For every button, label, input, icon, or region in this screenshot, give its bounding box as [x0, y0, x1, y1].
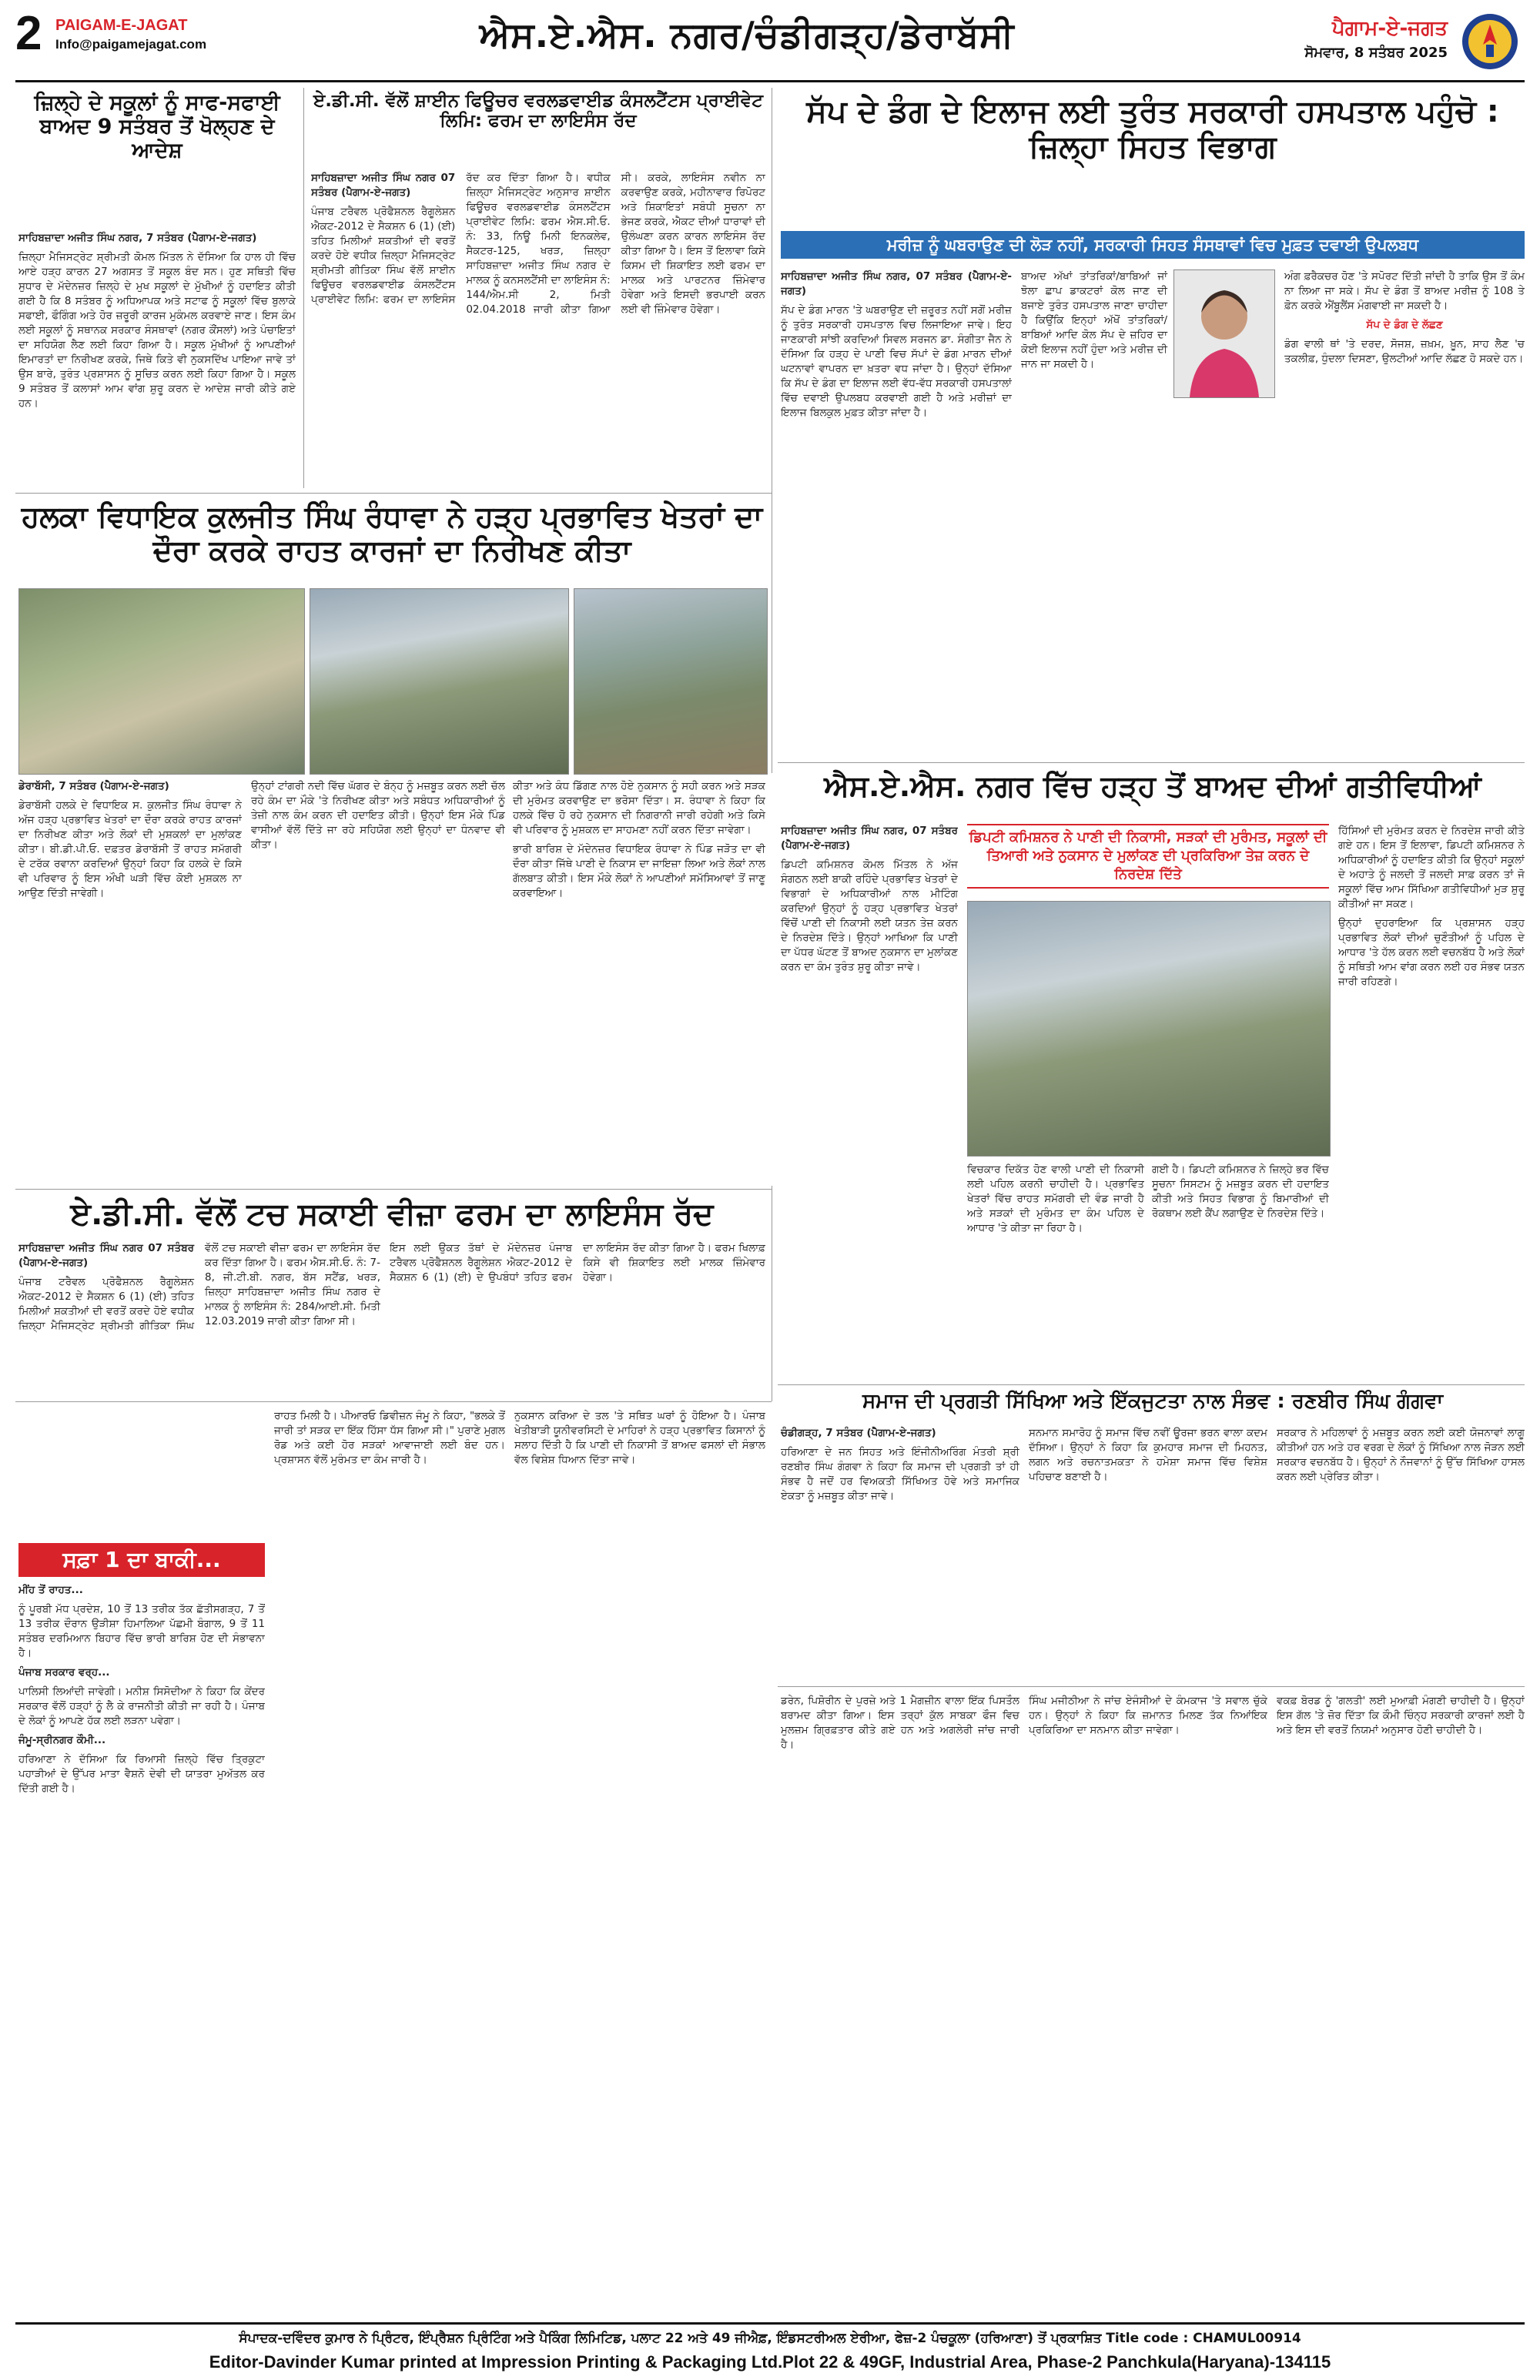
relief-truck-photo: [574, 588, 768, 775]
section-rule: [778, 1384, 1525, 1385]
continuation-col3-text: ਨੁਕਸਾਨ ਕਰਿਆ ਦੇ ਤਲ 'ਤੇ ਸਥਿਤ ਘਰਾਂ ਨੂੰ ਹੋਇਆ ਹੈ। ਪੰਜਾਬ ਖੇਤੀਬਾੜੀ ਯੂਨੀਵਰਸਿਟੀ ਦੇ ਮਾਹਿਰਾਂ ਨੇ ਹੜ੍ਹ ਪ੍ਰਭਾਵਿਤ ਕਿਸਾਨਾਂ ਨੂੰ ਸਲਾਹ ਦਿੱਤੀ ਹੈ ਕਿ ਪਾਣੀ ਦੀ ਨਿਕਾਸੀ ਤੋਂ ਬਾਅਦ ਫਸਲਾਂ ਦੀ ਸੰਭਾਲ ਵੱਲ ਵਿਸ਼ੇਸ਼ ਧਿਆਨ ਦਿੱਤਾ ਜਾਵੇ।: [514, 1410, 765, 1466]
mla-body-1: ਡੇਰਾਬੱਸੀ ਹਲਕੇ ਦੇ ਵਿਧਾਇਕ ਸ. ਕੁਲਜੀਤ ਸਿੰਘ ਰੰਧਾਵਾ ਨੇ ਅੱਜ ਹੜ੍ਹ ਪ੍ਰਭਾਵਿਤ ਖੇਤਰਾਂ ਦਾ ਦੌਰਾ ਕਰਕੇ ਰਾਹਤ ਕਾਰਜਾਂ ਦਾ ਨਿਰੀਖਣ ਕੀਤਾ ਅਤੇ ਲੋਕਾਂ ਦੀ ਮੁਸ਼ਕਲਾਂ ਦਾ ਮੁਲਾਂਕਣ ਕੀਤਾ। ਬੀ.ਡੀ.ਪੀ.ਓ. ਦਫ਼ਤਰ ਡੇਰਾਬੱਸੀ ਤੋਂ ਰਾਹਤ ਸਮੱਗਰੀ ਦੇ ਟਰੱਕ ਰਵਾਨਾ ਕਰਦਿਆਂ ਉਨ੍ਹਾਂ ਕਿਹਾ ਕਿ ਹਲਕੇ ਦੇ ਕਿਸੇ ਵੀ ਪਰਿਵਾਰ ਨੂੰ ਇਸ ਔਖੀ ਘੜੀ ਵਿੱਚ ਕੋਈ ਮੁਸ਼ਕਲ ਨਾ ਆਉਣ ਦਿੱਤੀ ਜਾਵੇਗੀ।: [18, 799, 242, 899]
adc-body: ਪੰਜਾਬ ਟਰੈਵਲ ਪ੍ਰੋਫੈਸ਼ਨਲ ਰੈਗੂਲੇਸ਼ਨ ਐਕਟ-2012 ਦੇ ਸੈਕਸ਼ਨ 6 (1) (ਈ) ਤਹਿਤ ਮਿਲੀਆਂ ਸ਼ਕਤੀਆਂ ਦੀ ਵਰਤੋਂ ਕਰਦੇ ਹੋਏ ਵਧੀਕ ਜ਼ਿਲ੍ਹਾ ਮੈਜਿਸਟ੍ਰੇਟ ਸ਼੍ਰੀਮਤੀ ਗੀਤਿਕਾ ਸਿੰਘ ਵੱਲੋਂ ਸ਼ਾਈਨ ਫਿਊਚਰ ਵਰਲਡਵਾਈਡ ਕੰਸਲਟੈਂਟਸ ਪ੍ਰਾਈਵੇਟ ਲਿਮਿ: ਫਰਮ ਦਾ ਲਾਇਸੰਸ ਰੱਦ ਕਰ ਦਿੱਤਾ ਗਿਆ ਹੈ। ਵਧੀਕ ਜ਼ਿਲ੍ਹਾ ਮੈਜਿਸਟ੍ਰੇਟ ਅਨੁਸਾਰ ਸ਼ਾਈਨ ਫਿਊਚਰ ਵਰਲਡਵਾਈਡ ਕੰਸਲਟੈਂਟਸ ਪ੍ਰਾਈਵੇਟ ਲਿਮਿ: ਫਰਮ ਐਸ.ਸੀ.ਓ. ਨੰ: 33, ਨਿਊ ਮਿਨੀ ਇਨਕਲੇਵ, ਸੈਕਟਰ-125, ਖਰੜ, ਜ਼ਿਲ੍ਹਾ ਸਾਹਿਬਜ਼ਾਦਾ ਅਜੀਤ ਸਿੰਘ ਨਗਰ ਦੇ ਮਾਲਕ ਨੂੰ ਕਨਸਲਟੈਂਸੀ ਦਾ ਲਾਇਸੰਸ ਨੰ: 144/ਐਮ.ਸੀ 2, ਮਿਤੀ 02.04.2018 ਜਾਰੀ ਕੀਤਾ ਗਿਆ ਸੀ। ਕਰਕੇ, ਲਾਇਸੰਸ ਨਵੀਨ ਨਾ ਕਰਵਾਉਣ ਕਰਕੇ, ਮਹੀਨਾਵਾਰ ਰਿਪੋਰਟ ਅਤੇ ਸ਼ਿਕਾਇਤਾਂ ਸਬੰਧੀ ਸੂਚਨਾ ਨਾ ਭੇਜਣ ਕਰਕੇ, ਐਕਟ ਦੀਆਂ ਧਾਰਾਵਾਂ ਦੀ ਉਲੰਘਣਾ ਕਰਨ ਕਾਰਨ ਲਾਇਸੰਸ ਰੱਦ ਕੀਤਾ ਗਿਆ ਹੈ। ਇਸ ਤੋਂ ਇਲਾਵਾ ਕਿਸੇ ਕਿਸਮ ਦੀ ਸ਼ਿਕਾਇਤ ਲਈ ਫਰਮ ਦਾ ਮਾਲਕ ਅਤੇ ਪਾਰਟਨਰ ਜ਼ਿੰਮੇਵਾਰ ਹੋਵੇਗਾ ਅਤੇ ਇਸਦੀ ਭਰਪਾਈ ਕਰਨ ਲਈ ਵੀ ਜ਼ਿੰਮੇਵਾਰ ਹੋਵੇਗਾ।: [311, 172, 765, 316]
continuation-col4-text: ਡਰੇਨ, ਪਿਸ਼ੋਰੀਨ ਦੇ ਪੁਰਜ਼ੇ ਅਤੇ 1 ਮੈਗਜ਼ੀਨ ਵਾਲਾ ਇੱਕ ਪਿਸਤੌਲ ਬਰਾਮਦ ਕੀਤਾ ਗਿਆ। ਇਸ ਤਰ੍ਹਾਂ ਕੁੱਲ ਸਾਬਕਾ ਫੌਜ ਵਿਚ ਮੁਲਜ਼ਮ ਗ੍ਰਿਫ਼ਤਾਰ ਕੀਤੇ ਗਏ ਹਨ ਅਤੇ ਅਗਲੇਰੀ ਜਾਂਚ ਜਾਰੀ ਹੈ।: [781, 1695, 1019, 1751]
brand-name: PAIGAM-E-JAGAT: [55, 17, 188, 34]
mla-article-col2: [251, 779, 505, 1180]
paper-logo: [1457, 11, 1523, 72]
visa-dateline: ਸਾਹਿਬਜ਼ਾਦਾ ਅਜੀਤ ਸਿੰਘ ਨਗਰ 07 ਸਤੰਬਰ (ਪੈਗਾਮ-ਏ-ਜਗਤ): [18, 1242, 194, 1269]
education-dateline: ਚੰਡੀਗੜ੍ਹ, 7 ਸਤੰਬਰ (ਪੈਗਾਮ-ਏ-ਜਗਤ): [781, 1427, 936, 1439]
continuation-col2: [274, 1409, 505, 2315]
civil-surgeon-portrait: [1173, 269, 1275, 398]
continuation-col1: [18, 1583, 265, 2315]
floods-dateline: ਸਾਹਿਬਜ਼ਾਦਾ ਅਜੀਤ ਸਿੰਘ ਨਗਰ, 07 ਸਤੰਬਰ (ਪੈਗਾਮ-ਏ-ਜਗਤ): [781, 825, 958, 852]
education-article-col1: [781, 1426, 1019, 1680]
brand-email: Info@paigamejagat.com: [55, 37, 207, 52]
continuation-body-3: ਹਰਿਆਣਾ ਨੇ ਦੱਸਿਆ ਕਿ ਰਿਆਸੀ ਜ਼ਿਲ੍ਹੇ ਵਿੱਚ ਤ੍ਰਿਕੁਟਾ ਪਹਾੜੀਆਂ ਦੇ ਉੱਪਰ ਮਾਤਾ ਵੈਸ਼ਨੋ ਦੇਵੀ ਦੀ ਯਾਤਰਾ ਮੁਅੱਤਲ ਕਰ ਦਿੱਤੀ ਗਈ ਹੈ।: [18, 1753, 265, 1795]
continuation-col6-text: ਵਕਫ਼ ਬੋਰਡ ਨੂੰ 'ਗਲਤੀ' ਲਈ ਮੁਆਫ਼ੀ ਮੰਗਣੀ ਚਾਹੀਦੀ ਹੈ। ਉਨ੍ਹਾਂ ਇਸ ਗੱਲ 'ਤੇ ਜ਼ੋਰ ਦਿੱਤਾ ਕਿ ਕੌਮੀ ਚਿੰਨ੍ਹ ਸਰਕਾਰੀ ਕਾਰਜਾਂ ਲਈ ਹੈ ਅਤੇ ਇਸ ਦੀ ਵਰਤੋਂ ਨਿਯਮਾਂ ਅਨੁਸਾਰ ਹੋਣੀ ਚਾਹੀਦੀ ਹੈ।: [1277, 1695, 1525, 1736]
imprint-line-english: Editor-Davinder Kumar printed at Impression Printing & Packaging Ltd.Plot 22 & 49GF, Industrial Area, Phase-2 Panchkula(Haryana)-134115: [15, 2352, 1525, 2373]
snake-subheadline: ਮਰੀਜ਼ ਨੂੰ ਘਬਰਾਉਣ ਦੀ ਲੋੜ ਨਹੀਂ, ਸਰਕਾਰੀ ਸਿਹਤ ਸੰਸਥਾਵਾਂ ਵਿਚ ਮੁਫ਼ਤ ਦਵਾਈ ਉਪਲਬਧ: [781, 231, 1525, 259]
continuation-body-2: ਪਾਲਿਸੀ ਲਿਆਂਦੀ ਜਾਵੇਗੀ। ਮਨੀਸ਼ ਸਿਸੋਦੀਆ ਨੇ ਕਿਹਾ ਕਿ ਕੇਂਦਰ ਸਰਕਾਰ ਵੱਲੋਂ ਹੜ੍ਹਾਂ ਨੂੰ ਲੈ ਕੇ ਰਾਜਨੀਤੀ ਕੀਤੀ ਜਾ ਰਹੀ ਹੈ। ਪੰਜਾਬ ਦੇ ਲੋਕਾਂ ਨੂੰ ਆਪਣੇ ਹੱਕ ਲਈ ਲੜਨਾ ਪਵੇਗਾ।: [18, 1685, 265, 1727]
floods-body-4: ਗਈ ਹੈ। ਡਿਪਟੀ ਕਮਿਸ਼ਨਰ ਨੇ ਜ਼ਿਲ੍ਹੇ ਭਰ ਵਿੱਚ ਸੂਚਨਾ ਸਿਸਟਮ ਨੂੰ ਮਜ਼ਬੂਤ ਕਰਨ ਦੀ ਹਦਾਇਤ ਕੀਤੀ ਅਤੇ ਸਿਹਤ ਵਿਭਾਗ ਨੂੰ ਬਿਮਾਰੀਆਂ ਦੀ ਰੋਕਥਾਮ ਲਈ ਕੈਂਪ ਲਗਾਉਣ ਦੇ ਨਿਰਦੇਸ਼ ਦਿੱਤੇ।: [1152, 1163, 1329, 1220]
mla-body-2: ਉਨ੍ਹਾਂ ਟਾਂਗਰੀ ਨਦੀ ਵਿੱਚ ਘੱਗਰ ਦੇ ਬੰਨ੍ਹ ਨੂੰ ਮਜ਼ਬੂਤ ਕਰਨ ਲਈ ਚੱਲ ਰਹੇ ਕੰਮ ਦਾ ਮੌਕੇ 'ਤੇ ਨਿਰੀਖਣ ਕੀਤਾ ਅਤੇ ਸਬੰਧਤ ਅਧਿਕਾਰੀਆਂ ਨੂੰ ਤੇਜ਼ੀ ਨਾਲ ਕੰਮ ਕਰਨ ਦੀ ਹਦਾਇਤ ਕੀਤੀ। ਉਨ੍ਹਾਂ ਇਸ ਮੌਕੇ ਪਿੰਡ ਵਾਸੀਆਂ ਵੱਲੋਂ ਦਿੱਤੇ ਜਾ ਰਹੇ ਸਹਿਯੋਗ ਲਈ ਉਨ੍ਹਾਂ ਦਾ ਧੰਨਵਾਦ ਵੀ ਕੀਤਾ।: [251, 780, 505, 851]
continuation-col5: [1029, 1694, 1267, 2315]
continuation-col3: [514, 1409, 765, 2315]
floods-headline: ਐਸ.ਏ.ਐਸ. ਨਗਰ ਵਿੱਚ ਹੜ੍ਹ ਤੋਂ ਬਾਅਦ ਦੀਆਂ ਗਤੀਵਿਧੀਆਂ: [824, 769, 1481, 803]
section-rule: [15, 493, 772, 494]
mla-body-3: ਕੀਤਾ ਅਤੇ ਕੰਧ ਡਿੱਗਣ ਨਾਲ ਹੋਏ ਨੁਕਸਾਨ ਨੂੰ ਸਹੀ ਕਰਨ ਅਤੇ ਸੜਕ ਦੀ ਮੁਰੰਮਤ ਕਰਵਾਉਣ ਦਾ ਭਰੋਸਾ ਦਿੱਤਾ। ਸ. ਰੰਧਾਵਾ ਨੇ ਕਿਹਾ ਕਿ ਹਲਕੇ ਵਿੱਚ ਹੋ ਰਹੇ ਨੁਕਸਾਨ ਦੀ ਨਿਗਰਾਨੀ ਜਾਰੀ ਰਹੇਗੀ ਅਤੇ ਕਿਸੇ ਵੀ ਪਰਿਵਾਰ ਨੂੰ ਮੁਸ਼ਕਲ ਦਾ ਸਾਹਮਣਾ ਨਹੀਂ ਕਰਨ ਦਿੱਤਾ ਜਾਵੇਗਾ।: [513, 780, 765, 836]
continuation-sub-3: ਜੰਮੂ-ਸ੍ਰੀਨਗਰ ਕੌਮੀ...: [18, 1734, 106, 1746]
floods-callout: ਡਿਪਟੀ ਕਮਿਸ਼ਨਰ ਨੇ ਪਾਣੀ ਦੀ ਨਿਕਾਸੀ, ਸੜਕਾਂ ਦੀ ਮੁਰੰਮਤ, ਸਕੂਲਾਂ ਦੀ ਤਿਆਰੀ ਅਤੇ ਨੁਕਸਾਨ ਦੇ ਮੁਲਾਂਕਣ ਦੀ ਪ੍ਰਕਿਰਿਆ ਤੇਜ਼ ਕਰਨ ਦੇ ਨਿਰਦੇਸ਼ ਦਿੱਤੇ: [967, 824, 1329, 889]
schools-article: [18, 231, 296, 485]
schools-body: ਜ਼ਿਲ੍ਹਾ ਮੈਜਿਸਟ੍ਰੇਟ ਸ਼੍ਰੀਮਤੀ ਕੋਮਲ ਮਿੱਤਲ ਨੇ ਦੱਸਿਆ ਕਿ ਹਾਲ ਹੀ ਵਿੱਚ ਆਏ ਹੜ੍ਹ ਕਾਰਨ 27 ਅਗਸਤ ਤੋਂ ਸਕੂਲ ਬੰਦ ਸਨ। ਹੁਣ ਸਥਿਤੀ ਵਿੱਚ ਸੁਧਾਰ ਦੇ ਮੱਦੇਨਜ਼ਰ ਜ਼ਿਲ੍ਹੇ ਦੇ ਮੁਖ ਸਕੂਲਾਂ ਦੇ ਮੁੱਖੀਆਂ ਨੂੰ ਹਦਾਇਤ ਕੀਤੀ ਗਈ ਹੈ ਕਿ 8 ਸਤੰਬਰ ਨੂੰ ਅਧਿਆਪਕ ਅਤੇ ਸਟਾਫ ਨੂੰ ਸਕੂਲਾਂ ਵਿੱਚ ਬੁਲਾਕੇ ਸਫਾਈ, ਫੌਗਿੰਗ ਅਤੇ ਹੋਰ ਜ਼ਰੂਰੀ ਕਾਰਜ ਮੁਕੰਮਲ ਕਰਵਾਏ ਜਾਣ। ਇਸ ਕੰਮ ਲਈ ਸਕੂਲਾਂ ਨੂੰ ਸਥਾਨਕ ਸਰਕਾਰ ਸੰਸਥਾਵਾਂ (ਨਗਰ ਕੌਂਸਲਾਂ) ਅਤੇ ਪੰਚਾਇਤਾਂ ਦਾ ਸਹਿਯੋਗ ਲੈਣ ਲਈ ਕਿਹਾ ਗਿਆ ਹੈ। ਸਕੂਲ ਮੁੱਖੀਆਂ ਨੂੰ ਆਪਣੀਆਂ ਇਮਾਰਤਾਂ ਦਾ ਨਿਰੀਖਣ ਕਰਕੇ, ਜਿਥੇ ਕਿਤੇ ਵੀ ਨੁਕਸਦਿੱਖ ਪਾਇਆ ਜਾਵੇ ਤਾਂ ਉਸ ਬਾਰੇ, ਤੁਰੰਤ ਪ੍ਰਸ਼ਾਸਨ ਨੂੰ ਸੂਚਿਤ ਕਰਨ ਲਈ ਕਿਹਾ ਗਿਆ ਹੈ। ਸਕੂਲ 9 ਸਤੰਬਰ ਤੋਂ ਕਲਾਸਾਂ ਆਮ ਵਾਂਗ ਸ਼ੁਰੂ ਕਰਨ ਦੇ ਆਦੇਸ਼ ਜਾਰੀ ਕੀਤੇ ਗਏ ਹਨ।: [18, 251, 296, 410]
floods-body-3: ਵਿਚਕਾਰ ਦਿਕੱਤ ਹੋਣ ਵਾਲੀ ਪਾਣੀ ਦੀ ਨਿਕਾਸੀ ਲਈ ਪਹਿਲ ਕਰਨੀ ਚਾਹੀਦੀ ਹੈ। ਪ੍ਰਭਾਵਿਤ ਖੇਤਰਾਂ ਵਿੱਚ ਰਾਹਤ ਸਮੱਗਰੀ ਦੀ ਵੰਡ ਜਾਰੀ ਹੈ ਅਤੇ ਸੜਕਾਂ ਦੀ ਮੁਰੰਮਤ ਦਾ ਕੰਮ ਪਹਿਲ ਦੇ ਆਧਾਰ 'ਤੇ ਕੀਤਾ ਜਾ ਰਿਹਾ ਹੈ।: [967, 1163, 1144, 1234]
relief-loading-photo: [310, 588, 569, 775]
visa-article-col2: [390, 1241, 765, 1395]
education-body-3: ਸਰਕਾਰ ਨੇ ਮਹਿਲਾਵਾਂ ਨੂੰ ਮਜ਼ਬੂਤ ਕਰਨ ਲਈ ਕਈ ਯੋਜਨਾਵਾਂ ਲਾਗੂ ਕੀਤੀਆਂ ਹਨ ਅਤੇ ਹਰ ਵਰਗ ਦੇ ਲੋਕਾਂ ਨੂੰ ਸਿੱਖਿਆ ਨਾਲ ਜੋੜਨ ਲਈ ਸਰਕਾਰ ਵਚਨਬੱਧ ਹੈ। ਉਨ੍ਹਾਂ ਨੇ ਨੌਜਵਾਨਾਂ ਨੂੰ ਉੱਚ ਸਿੱਖਿਆ ਹਾਸਲ ਕਰਨ ਲਈ ਪ੍ਰੇਰਿਤ ਕੀਤਾ।: [1277, 1427, 1525, 1483]
col-divider: [303, 88, 304, 488]
imprint-line-punjabi: ਸੰਪਾਦਕ-ਦਵਿੰਦਰ ਕੁਮਾਰ ਨੇ ਪ੍ਰਿੰਟਰ, ਇੰਪ੍ਰੈਸ਼ਨ ਪ੍ਰਿੰਟਿੰਗ ਅਤੇ ਪੈਕਿੰਗ ਲਿਮਿਟਿਡ, ਪਲਾਟ 22 ਅਤੇ 49 ਜੀਐਫ਼, ਇੰਡਸਟਰੀਅਲ ਏਰੀਆ, ਫੇਜ਼-2 ਪੰਚਕੂਲਾ (ਹਰਿਆਣਾ) ਤੋਂ ਪ੍ਰਕਾਸ਼ਿਤ Title code : CHAMUL00914: [15, 2328, 1525, 2348]
flooded-bridge-photo: [967, 901, 1331, 1157]
mla-dateline: ਡੇਰਾਬੱਸੀ, 7 ਸਤੰਬਰ (ਪੈਗਾਮ-ਏ-ਜਗਤ): [18, 780, 169, 792]
adc-dateline: ਸਾਹਿਬਜ਼ਾਦਾ ਅਜੀਤ ਸਿੰਘ ਨਗਰ 07 ਸਤੰਬਰ (ਪੈਗਾਮ-ਏ-ਜਗਤ): [311, 172, 456, 199]
continuation-col6: [1277, 1694, 1525, 2315]
floods-article-col3: [1338, 824, 1525, 1378]
section-rule: [778, 762, 1525, 763]
section-rule: [778, 1686, 1525, 1687]
snake-dateline: ਸਾਹਿਬਜ਼ਾਦਾ ਅਜੀਤ ਸਿੰਘ ਨਗਰ, 07 ਸਤੰਬਰ (ਪੈਗਾਮ-ਏ-ਜਗਤ): [781, 270, 1012, 297]
adc-headline: ਏ.ਡੀ.ਸੀ. ਵੱਲੋਂ ਸ਼ਾਈਨ ਫਿਊਚਰ ਵਰਲਡਵਾਈਡ ਕੰਸਲਟੈਂਟਸ ਪ੍ਰਾਈਵੇਟ ਲਿਮਿ: ਫਰਮ ਦਾ ਲਾਇਸੰਸ ਰੱਦ: [313, 91, 763, 132]
visa-body-1: ਪੰਜਾਬ ਟਰੈਵਲ ਪ੍ਰੋਫੈਸ਼ਨਲ ਰੈਗੂਲੇਸ਼ਨ ਐਕਟ-2012 ਦੇ ਸੈਕਸ਼ਨ 6 (1) (ਈ) ਤਹਿਤ ਮਿਲੀਆਂ ਸ਼ਕਤੀਆਂ ਦੀ ਵਰਤੋਂ ਕਰਦੇ ਹੋਏ ਵਧੀਕ ਜ਼ਿਲ੍ਹਾ ਮੈਜਿਸਟ੍ਰੇਟ ਸ਼੍ਰੀਮਤੀ ਗੀਤਿਕਾ ਸਿੰਘ ਵੱਲੋਂ ਟਚ ਸਕਾਈ ਵੀਜ਼ਾ ਫਰਮ ਦਾ ਲਾਇਸੰਸ ਰੱਦ ਕਰ ਦਿੱਤਾ ਗਿਆ ਹੈ। ਫਰਮ ਐਸ.ਸੀ.ਓ. ਨੰ: 7-8, ਜੀ.ਟੀ.ਬੀ. ਨਗਰ, ਬੱਸ ਸਟੈਂਡ, ਖਰੜ, ਜ਼ਿਲ੍ਹਾ ਸਾਹਿਬਜ਼ਾਦਾ ਅਜੀਤ ਸਿੰਘ ਨਗਰ ਦੇ ਮਾਲਕ ਨੂੰ ਲਾਇਸੰਸ ਨੰ: 284/ਆਈ.ਸੀ. ਮਿਤੀ 12.03.2019 ਜਾਰੀ ਕੀਤਾ ਗਿਆ ਸੀ।: [18, 1242, 380, 1332]
floods-article-col1: [781, 824, 958, 1201]
snake-symptoms-subhead: ਸੱਪ ਦੇ ਡੰਗ ਦੇ ਲੱਛਣ: [1366, 319, 1443, 331]
mla-article-col3: [513, 779, 765, 1180]
section-rule: [15, 1401, 772, 1402]
continuation-sub-1: ਮੀਂਹ ਤੋਂ ਰਾਹਤ...: [18, 1584, 83, 1596]
visa-article-col1: [18, 1241, 380, 1395]
mla-inspection-photo: [18, 588, 305, 775]
visa-body-2: ਇਸ ਲਈ ਉਕਤ ਤੱਥਾਂ ਦੇ ਮੱਦੇਨਜ਼ਰ ਪੰਜਾਬ ਟਰੈਵਲ ਪ੍ਰੋਫੈਸ਼ਨਲ ਰੈਗੂਲੇਸ਼ਨ ਐਕਟ-2012 ਦੇ ਸੈਕਸ਼ਨ 6 (1) (ਈ) ਦੇ ਉਪਬੰਧਾਂ ਤਹਿਤ ਫਰਮ ਦਾ ਲਾਇਸੰਸ ਰੱਦ ਕੀਤਾ ਗਿਆ ਹੈ। ਫਰਮ ਖਿਲਾਫ਼ ਕਿਸੇ ਵੀ ਸ਼ਿਕਾਇਤ ਲਈ ਮਾਲਕ ਜ਼ਿੰਮੇਵਾਰ ਹੋਵੇਗਾ।: [390, 1242, 765, 1284]
education-body-2: ਸਨਮਾਨ ਸਮਾਰੋਹ ਨੂੰ ਸਮਾਜ ਵਿੱਚ ਨਵੀਂ ਊਰਜਾ ਭਰਨ ਵਾਲਾ ਕਦਮ ਦੱਸਿਆ। ਉਨ੍ਹਾਂ ਨੇ ਕਿਹਾ ਕਿ ਕੁਮਹਾਰ ਸਮਾਜ ਦੀ ਮਿਹਨਤ, ਲਗਨ ਅਤੇ ਰਚਨਾਤਮਕਤਾ ਨੇ ਹਮੇਸ਼ਾ ਸਮਾਜ ਵਿੱਚ ਵਿਸ਼ੇਸ਼ ਪਹਿਚਾਣ ਬਣਾਈ ਹੈ।: [1029, 1427, 1267, 1483]
schools-dateline: ਸਾਹਿਬਜ਼ਾਦਾ ਅਜੀਤ ਸਿੰਘ ਨਗਰ, 7 ਸਤੰਬਰ (ਪੈਗਾਮ-ਏ-ਜਗਤ): [18, 232, 257, 244]
page-number: 2: [15, 7, 42, 60]
masthead-rule: [15, 80, 1525, 82]
snake-body-4: ਡੰਗ ਵਾਲੀ ਥਾਂ 'ਤੇ ਦਰਦ, ਸੋਜਸ਼, ਜ਼ਖ਼ਮ, ਖ਼ੂਨ, ਸਾਹ ਲੈਣ 'ਚ ਤਕਲੀਫ਼, ਧੁੰਦਲਾ ਦਿਸਣਾ, ਉਲਟੀਆਂ ਆਦਿ ਲੱਛਣ ਹੋ ਸਕਦੇ ਹਨ।: [1284, 338, 1525, 365]
floods-body-5: ਉਨ੍ਹਾਂ ਦੁਹਰਾਇਆ ਕਿ ਪ੍ਰਸ਼ਾਸਨ ਹੜ੍ਹ ਪ੍ਰਭਾਵਿਤ ਲੋਕਾਂ ਦੀਆਂ ਚੁਣੌਤੀਆਂ ਨੂੰ ਪਹਿਲ ਦੇ ਆਧਾਰ 'ਤੇ ਹੱਲ ਕਰਨ ਲਈ ਵਚਨਬੱਧ ਹੈ ਅਤੇ ਲੋਕਾਂ ਨੂੰ ਸਥਿਤੀ ਆਮ ਵਾਂਗ ਕਰਨ ਲਈ ਹਰ ਸੰਭਵ ਯਤਨ ਜਾਰੀ ਰਹਿਣਗੇ।: [1338, 917, 1525, 988]
section-rule: [15, 1189, 772, 1190]
paper-name: ਪੈਗਾਮ-ਏ-ਜਗਤ: [1332, 17, 1448, 40]
edition-date: ਸੋਮਵਾਰ, 8 ਸਤੰਬਰ 2025: [1304, 45, 1448, 61]
continuation-sub-2: ਪੰਜਾਬ ਸਰਕਾਰ ਵਰ੍ਹ...: [18, 1666, 110, 1679]
snake-headline: ਸੱਪ ਦੇ ਡੰਗ ਦੇ ਇਲਾਜ ਲਈ ਤੁਰੰਤ ਸਰਕਾਰੀ ਹਸਪਤਾਲ ਪਹੁੰਚੋ : ਜ਼ਿਲ੍ਹਾ ਸਿਹਤ ਵਿਭਾਗ: [806, 94, 1499, 165]
education-headline: ਸਮਾਜ ਦੀ ਪ੍ਰਗਤੀ ਸਿੱਖਿਆ ਅਤੇ ਇੱਕਜੁਟਤਾ ਨਾਲ ਸੰਭਵ : ਰਣਬੀਰ ਸਿੰਘ ਗੰਗਵਾ: [862, 1390, 1444, 1413]
mla-headline: ਹਲਕਾ ਵਿਧਾਇਕ ਕੁਲਜੀਤ ਸਿੰਘ ਰੰਧਾਵਾ ਨੇ ਹੜ੍ਹ ਪ੍ਰਭਾਵਿਤ ਖੇਤਰਾਂ ਦਾ ਦੌਰਾ ਕਰਕੇ ਰਾਹਤ ਕਾਰਜਾਂ ਦਾ ਨਿਰੀਖਣ ਕੀਤਾ: [21, 500, 763, 567]
continuation-title: ਸਫ਼ਾ 1 ਦਾ ਬਾਕੀ...: [18, 1543, 265, 1577]
continuation-col4: [781, 1694, 1019, 2315]
snake-article-col2: [1021, 269, 1275, 755]
continuation-body-1: ਨੂੰ ਪੂਰਬੀ ਮੱਧ ਪ੍ਰਦੇਸ਼, 10 ਤੋਂ 13 ਤਰੀਕ ਤੱਕ ਛੱਤੀਸਗੜ੍ਹ, 7 ਤੋਂ 13 ਤਰੀਕ ਦੌਰਾਨ ਉੜੀਸ਼ਾ ਹਿਮਾਲਿਆ ਪੱਛਮੀ ਬੰਗਾਲ, 9 ਤੋਂ 11 ਸਤੰਬਰ ਦਰਮਿਆਨ ਬਿਹਾਰ ਵਿੱਚ ਭਾਰੀ ਬਾਰਿਸ਼ ਹੋਣ ਦੀ ਸੰਭਾਵਨਾ ਹੈ।: [18, 1603, 265, 1659]
snake-article-col3: [1284, 269, 1525, 755]
education-article-col2: [1029, 1426, 1267, 1680]
floods-body-1: ਡਿਪਟੀ ਕਮਿਸ਼ਨਰ ਕੋਮਲ ਮਿੱਤਲ ਨੇ ਅੱਜ ਸੰਗਠਨ ਲਈ ਬਾਕੀ ਰਹਿੰਦੇ ਪ੍ਰਭਾਵਿਤ ਖੇਤਰਾਂ ਦੇ ਵਿਭਾਗਾਂ ਦੇ ਅਧਿਕਾਰੀਆਂ ਨਾਲ ਮੀਟਿੰਗ ਕਰਦਿਆਂ ਉਨ੍ਹਾਂ ਨੂੰ ਹੜ੍ਹ ਪ੍ਰਭਾਵਿਤ ਖੇਤਰਾਂ ਵਿੱਚੋਂ ਪਾਣੀ ਦੀ ਨਿਕਾਸੀ ਲਈ ਯਤਨ ਤੇਜ਼ ਕਰਨ ਦੇ ਨਿਰਦੇਸ਼ ਦਿੱਤੇ। ਉਨ੍ਹਾਂ ਆਖਿਆ ਕਿ ਪਾਣੀ ਦਾ ਪੱਧਰ ਘੱਟਣ ਤੋਂ ਬਾਅਦ ਨੁਕਸਾਨ ਦਾ ਮੁਲਾਂਕਣ ਕਰਨ ਦਾ ਕੰਮ ਤੁਰੰਤ ਸ਼ੁਰੂ ਕੀਤਾ ਜਾਵੇ।: [781, 859, 958, 973]
floods-body-2: ਹਿੱਸਿਆਂ ਦੀ ਮੁਰੰਮਤ ਕਰਨ ਦੇ ਨਿਰਦੇਸ਼ ਜਾਰੀ ਕੀਤੇ ਗਏ ਹਨ। ਇਸ ਤੋਂ ਇਲਾਵਾ, ਡਿਪਟੀ ਕਮਿਸ਼ਨਰ ਨੇ ਅਧਿਕਾਰੀਆਂ ਨੂੰ ਹਦਾਇਤ ਕੀਤੀ ਕਿ ਉਨ੍ਹਾਂ ਸਕੂਲਾਂ ਦੇ ਅਹਾਤੇ ਨੂੰ ਜਲਦੀ ਤੋਂ ਜਲਦੀ ਸਾਫ਼ ਕਰਨ ਤਾਂ ਜੋ ਸਕੂਲਾਂ ਵਿੱਚ ਆਮ ਸਿੱਖਿਆ ਗਤੀਵਿਧੀਆਂ ਮੁੜ ਸ਼ੁਰੂ ਕੀਤੀਆਂ ਜਾ ਸਕਣ।: [1338, 825, 1525, 910]
continuation-col2-text: ਰਾਹਤ ਮਿਲੀ ਹੈ। ਪੀਆਰਓ ਡਿਵੀਜ਼ਨ ਜੰਮੂ ਨੇ ਕਿਹਾ, "ਭਲਕੇ ਤੋਂ ਜਾਰੀ ਤਾਂ ਸੜਕ ਦਾ ਇੱਕ ਹਿੱਸਾ ਧੱਸ ਗਿਆ ਸੀ।" ਪੁਰਾਣੇ ਮੁਗਲ ਰੋਡ ਅਤੇ ਕਈ ਹੋਰ ਸੜਕਾਂ ਆਵਾਜਾਈ ਲਈ ਬੰਦ ਹਨ। ਪ੍ਰਸ਼ਾਸਨ ਵੱਲੋਂ ਮੁਰੰਮਤ ਦਾ ਕੰਮ ਜਾਰੀ ਹੈ।: [274, 1410, 505, 1466]
section-title: ਐਸ.ਏ.ਐਸ. ਨਗਰ/ਚੰਡੀਗੜ੍ਹ/ਡੇਰਾਬੱਸੀ: [479, 14, 1015, 55]
schools-headline: ਜ਼ਿਲ੍ਹੇ ਦੇ ਸਕੂਲਾਂ ਨੂੰ ਸਾਫ-ਸਫਾਈ ਬਾਅਦ 9 ਸਤੰਬਰ ਤੋਂ ਖੋਲ੍ਹਣ ਦੇ ਆਦੇਸ਼: [34, 91, 280, 163]
mla-article-col1: [18, 779, 242, 1180]
footer-rule: [15, 2322, 1525, 2325]
adc-article: [311, 171, 765, 487]
visa-headline: ਏ.ਡੀ.ਸੀ. ਵੱਲੋਂ ਟਚ ਸਕਾਈ ਵੀਜ਼ਾ ਫਰਮ ਦਾ ਲਾਇਸੰਸ ਰੱਦ: [70, 1197, 714, 1232]
floods-article-col2a: [967, 1163, 1144, 1378]
snake-article-col1: [781, 269, 1012, 755]
education-article-col3: [1277, 1426, 1525, 1680]
snake-body-3: ਅੰਗ ਫ਼ਰੈਕਚਰ ਹੋਣ 'ਤੇ ਸਪੋਰਟ ਦਿੱਤੀ ਜਾਂਦੀ ਹੈ ਤਾਕਿ ਉਸ ਤੋਂ ਕੰਮ ਨਾ ਲਿਆ ਜਾ ਸਕੇ। ਸੱਪ ਦੇ ਡੰਗ ਤੋਂ ਬਾਅਦ ਮਰੀਜ਼ ਨੂੰ 108 ਤੇ ਫ਼ੋਨ ਕਰਕੇ ਐਂਬੂਲੈਂਸ ਮੰਗਵਾਈ ਜਾ ਸਕਦੀ ਹੈ।: [1284, 270, 1525, 312]
masthead: [15, 7, 1525, 85]
mla-body-4: ਭਾਰੀ ਬਾਰਿਸ਼ ਦੇ ਮੱਦੇਨਜ਼ਰ ਵਿਧਾਇਕ ਰੰਧਾਵਾ ਨੇ ਪਿੰਡ ਜੜੋਤ ਦਾ ਵੀ ਦੌਰਾ ਕੀਤਾ ਜਿੱਥੇ ਪਾਣੀ ਦੇ ਨਿਕਾਸ ਦਾ ਜਾਇਜ਼ਾ ਲਿਆ ਅਤੇ ਲੋਕਾਂ ਨਾਲ ਗੱਲਬਾਤ ਕੀਤੀ। ਇਸ ਮੌਕੇ ਲੋਕਾਂ ਨੇ ਆਪਣੀਆਂ ਸਮੱਸਿਆਵਾਂ ਤੋਂ ਜਾਣੂ ਕਰਵਾਇਆ।: [513, 843, 765, 899]
snake-body-2: ਬਾਅਦ ਅੱਖਾਂ ਤਾਂਤਰਿਕਾਂ/ਬਾਬਿਆਂ ਜਾਂ ਝੋਲਾ ਛਾਪ ਡਾਕਟਰਾਂ ਕੋਲ ਜਾਣ ਦੀ ਬਜਾਏ ਤੁਰੰਤ ਹਸਪਤਾਲ ਜਾਣਾ ਚਾਹੀਦਾ ਹੈ ਕਿਉਂਕਿ ਇਨ੍ਹਾਂ ਅੱਖੋਂ ਤਾਂਤਰਿਕਾਂ/ਬਾਬਿਆਂ ਆਦਿ ਕੋਲ ਸੱਪ ਦੇ ਜ਼ਹਿਰ ਦਾ ਕੋਈ ਇਲਾਜ ਨਹੀਂ ਹੁੰਦਾ ਅਤੇ ਮਰੀਜ਼ ਦੀ ਜਾਨ ਜਾ ਸਕਦੀ ਹੈ।: [1021, 270, 1167, 370]
floods-article-col2b: [1152, 1163, 1329, 1378]
snake-body-1: ਸੱਪ ਦੇ ਡੰਗ ਮਾਰਨ 'ਤੇ ਘਬਰਾਉਣ ਦੀ ਜ਼ਰੂਰਤ ਨਹੀਂ ਸਗੋਂ ਮਰੀਜ਼ ਨੂੰ ਤੁਰੰਤ ਸਰਕਾਰੀ ਹਸਪਤਾਲ ਵਿਚ ਲਿਜਾਇਆ ਜਾਵੇ। ਇਹ ਜਾਣਕਾਰੀ ਸਾਂਝੀ ਕਰਦਿਆਂ ਸਿਵਲ ਸਰਜਨ ਡਾ. ਸੰਗੀਤਾ ਜੈਨ ਨੇ ਦੱਸਿਆ ਕਿ ਹੜ੍ਹ ਦੇ ਪਾਣੀ ਵਿਚ ਸੱਪਾਂ ਦੇ ਡੰਗ ਮਾਰਨ ਦੀਆਂ ਘਟਨਾਵਾਂ ਵਾਪਰਨ ਦਾ ਖ਼ਤਰਾ ਵਧ ਜਾਂਦਾ ਹੈ। ਉਨ੍ਹਾਂ ਦੱਸਿਆ ਕਿ ਸੱਪ ਦੇ ਡੰਗ ਦਾ ਇਲਾਜ ਲਈ ਵੱਧ-ਵੱਧ ਸਰਕਾਰੀ ਹਸਪਤਾਲਾਂ ਵਿੱਚ ਦਵਾਈ ਉਪਲਬਧ ਕਰਵਾਈ ਗਈ ਹੈ ਅਤੇ ਮਰੀਜ਼ਾਂ ਦਾ ਇਲਾਜ ਬਿਲਕੁਲ ਮੁਫ਼ਤ ਕੀਤਾ ਜਾਂਦਾ ਹੈ।: [781, 304, 1012, 419]
continuation-col5-text: ਸਿੰਘ ਮਜੀਠੀਆ ਨੇ ਜਾਂਚ ਏਜੰਸੀਆਂ ਦੇ ਕੰਮਕਾਜ 'ਤੇ ਸਵਾਲ ਚੁੱਕੇ ਹਨ। ਉਨ੍ਹਾਂ ਨੇ ਕਿਹਾ ਕਿ ਜ਼ਮਾਨਤ ਮਿਲਣ ਤੱਕ ਨਿਆਂਇਕ ਪ੍ਰਕਿਰਿਆ ਦਾ ਸਨਮਾਨ ਕੀਤਾ ਜਾਵੇਗਾ।: [1029, 1695, 1267, 1736]
education-body-1: ਹਰਿਆਣਾ ਦੇ ਜਨ ਸਿਹਤ ਅਤੇ ਇੰਜੀਨੀਅਰਿੰਗ ਮੰਤਰੀ ਸ਼੍ਰੀ ਰਣਬੀਰ ਸਿੰਘ ਗੰਗਵਾ ਨੇ ਕਿਹਾ ਕਿ ਸਮਾਜ ਦੀ ਪ੍ਰਗਤੀ ਤਾਂ ਹੀ ਸੰਭਵ ਹੈ ਜਦੋਂ ਹਰ ਵਿਅਕਤੀ ਸਿੱਖਿਅਤ ਹੋਵੇ ਅਤੇ ਸਮਾਜਿਕ ਏਕਤਾ ਨੂੰ ਮਜ਼ਬੂਤ ਕੀਤਾ ਜਾਵੇ।: [781, 1446, 1019, 1502]
